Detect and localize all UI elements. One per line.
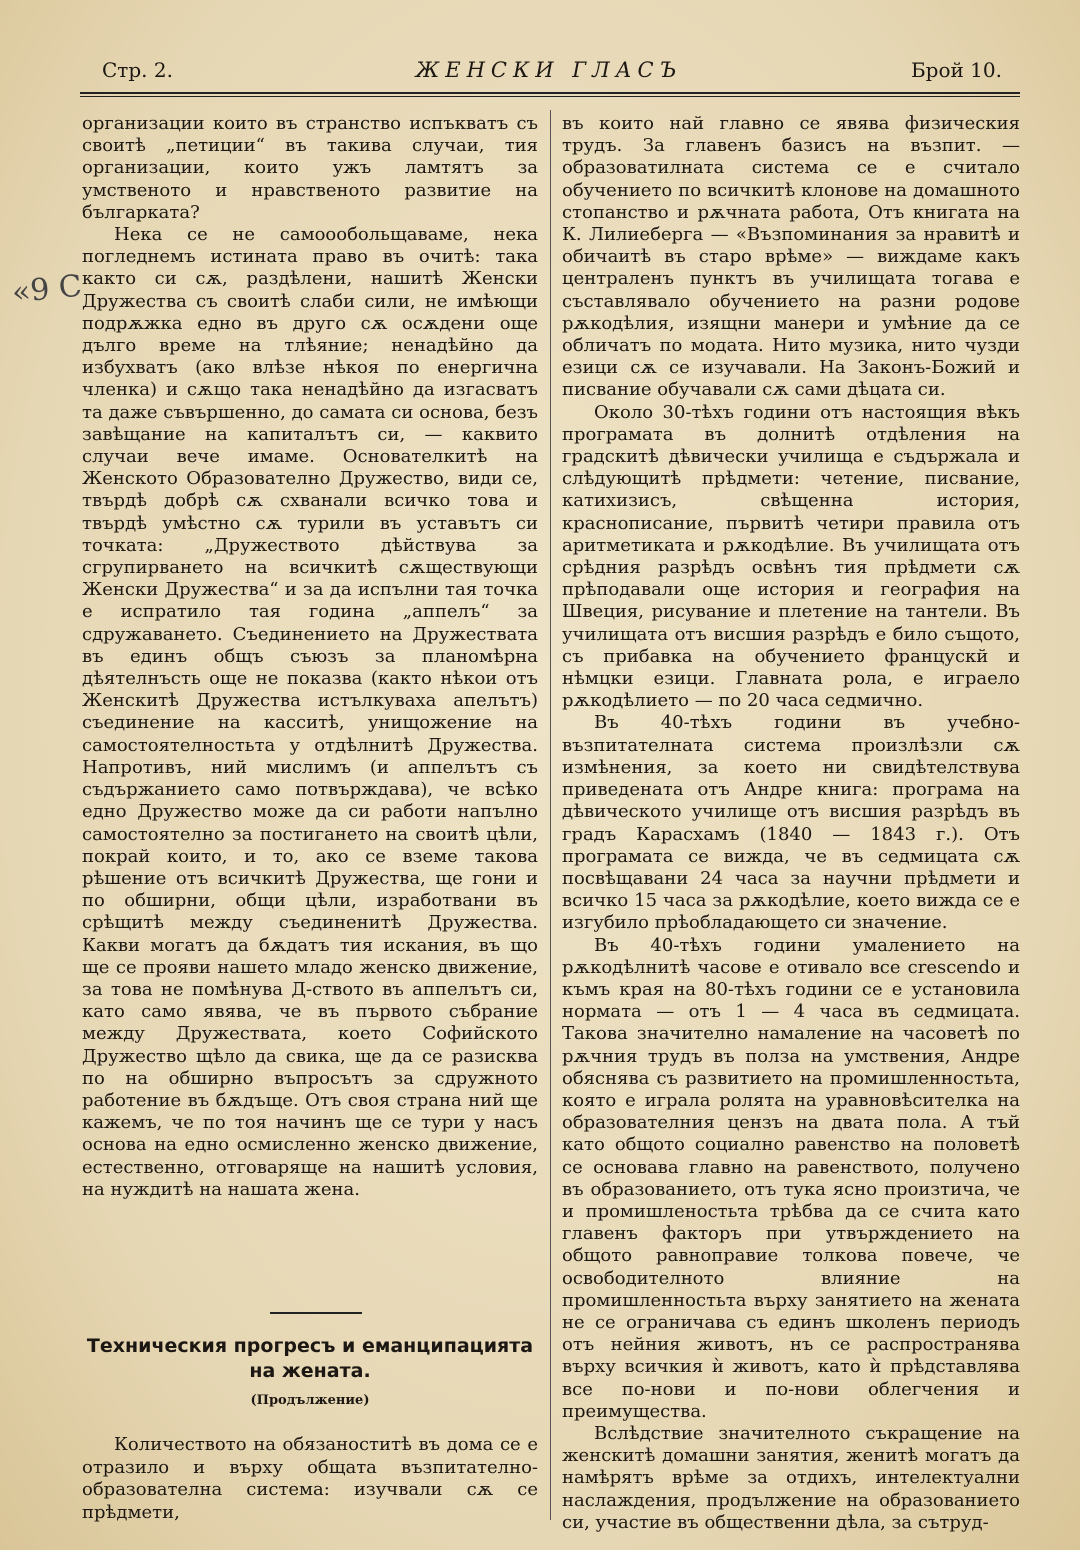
article-separator [270, 1312, 362, 1314]
right-paragraph-3: Въ 40-тѣхъ години въ учебно-възпитателната система произлѣзли сѫ измѣнения, за което ни свидѣтелствува приведената отъ Андре книга: програма на дѣвическото училище отъ висшия разрѣдъ въ градъ Карасхамъ (1840 — 1843 г.). Отъ програмата се вижда, че въ седмицата сѫ посвѣщавани 24 часа за научни прѣдмети и всичко 15 часа за рѫкодѣлие, което вижда се е изгубило прѣобладающето си значение. [562, 712, 1020, 934]
page-number: Стр. 2. [102, 58, 173, 82]
issue-number: Брой 10. [910, 58, 1002, 82]
left-paragraph-2: Нека се не самоообольщаваме, нека погледнемъ истината право въ очитѣ: така както си сѫ, раздѣлени, нашитѣ Женски Дружества съ своитѣ слаби сили, не имѣющи подрѫжка едно въ друго сѫ осѫдени още дълго време на тлѣяние; ненадѣйно да избухватъ (ако влѣзе нѣкоя по енергична членка) и сѫщо така ненадѣйно да изгасватъ та даже съвършенно, до самата си основа, безъ завѣщание на капиталътъ си, — каквито случаи вече имаме. Основателкитѣ на Женското Образователно Дружество, види се, твърдѣ добрѣ сѫ схванали всичко това и твърдѣ умѣстно сѫ турили въ уставътъ си точката: „Дружеството дѣйствува за сгрупирването на всичкитѣ сѫществующи Женски Дружества“ и за да испълни тая точка е испратило тая година „аппелъ“ за сдружаването. Съединението на Дружествата въ единъ общъ съюзъ за планомѣрна дѣятелнъсть още не показва (както нѣкои отъ Женскитѣ Дружества истълкуваха апелътъ) съединение на касситѣ, унищожение на самостоятелностьта у отдѣлнитѣ Дружества. Напротивъ, ний мислимъ (и аппелътъ съ съдържанието само потвърждава), че всѣко едно Дружество може да си работи напълно самостоятелно за постигането на своитѣ цѣли, покрай които, и то, ако се вземе такова рѣшение отъ всичкитѣ Дружества, ще гони и по обширни, общи цѣли, изработвани въ срѣщитѣ между съединенитѣ Дружества. Какви могатъ да бѫдатъ тия искания, въ що ще се прояви нашето младо женско движение, за това не помѣнува Д-ството въ аппелътъ си, като само явява, че въ първото събрание между Дружествата, което Софийското Дружество щѣло да свика, ще да се разисква по на обширно въпросътъ за сдружното работение въ бѫдъще. Отъ своя страна ний ще кажемъ, че по тоя начинъ ще се тури у насъ основа на едно осмисленно женско движение, естественно, отговаряще на нашитѣ условия, на нуждитѣ на нашата жена. [82, 224, 538, 1200]
newspaper-title: ЖЕНСКИ ГЛАСЪ [415, 58, 683, 82]
header-rule [80, 92, 1020, 97]
article-body [82, 1434, 538, 1524]
article-paragraph-1: Количеството на обязаноститѣ въ дома се е отразило и върху общата възпитателно-образователна система: изучвали сѫ се прѣдмети, [82, 1434, 538, 1523]
article-title: Техническия прогресъ и еманципацията на жената. [86, 1335, 534, 1382]
page-header [80, 58, 1018, 88]
right-paragraph-1: въ които най главно се явява физическия трудъ. За главенъ базисъ на възпит. — образоватилната система се е считало обучението по всичкитѣ клонове на домашното стопанство и рѫчната работа, Отъ книгата на К. Лилиеберга — «Възпоминания за нравитѣ и обичаитѣ въ старо врѣме» — виждаме какъ централенъ пунктъ въ училищата тогава е съставлявало обучението на разни родове рѫкодѣлия, изящни манери и умѣние да се обличатъ по модата. Нито музика, нито чузди езици сѫ се изучавали. На Законъ-Божий и писвание обучавали сѫ сами дѣцата си. [562, 113, 1020, 401]
right-paragraph-5: Вслѣдствие значителното съкращение на женскитѣ домашни занятия, женитѣ могатъ да намѣрятъ врѣме за отдихъ, интелектуални наслаждения, продължение на образованието си, участие въ общественни дѣла, за сътруд- [562, 1422, 1020, 1533]
right-paragraph-4: Въ 40-тѣхъ години умалението на рѫкодѣлнитѣ часове е отивало все crescendo и къмъ края на 80-тѣхъ години се е установила нормата — отъ 1 — 4 часа въ седмицата. Такова значително намаление на часоветѣ по рѫчния трудъ въ полза на умствения, Андре обяснява съ развитието на промишленностьта, която е играла ролята на уравновѣситeлка на образователния цензъ на двата пола. А тъй като общото социално равенство на половетѣ се основава главно на равенството, получено въ образованието, отъ тука ясно произтича, че и промишленостьта трѣбва да се счита като главенъ факторъ при утвърждението на общото равноправие толкова повече, че освободителното влияние на промишленностьта върху занятието на жената не се ограничава съ единъ школенъ периодъ отъ нейния животъ, нъ се распространява върху всичкия ѝ животъ, като ѝ прѣдставлява все по-нови и по-нови облегчения и преимущества. [562, 934, 1020, 1422]
right-column [562, 113, 1020, 1534]
right-paragraph-2: Около 30-тѣхъ години отъ настоящия вѣкъ програмата въ долнитѣ отдѣления на градскитѣ дѣвически училища е съдържала и слѣдующитѣ прѣдмети: четение, писвание, катихизисъ, свѣщенна история, краснописание, първитѣ четири правила отъ аритметиката и рѫкодѣлие. Въ училищата отъ срѣдния разрѣдъ освѣнъ тия прѣдмети сѫ прѣподавали още история и география на Швеция, рисувание и плетение на тантели. Въ училищата отъ висшия разрѣдъ е било същото, съ прибавка на обучението францускй и нѣмцки езици. Главната рола, е играело рѫкодѣлието — по 20 часа седмично. [562, 401, 1020, 712]
article-subtitle: (Продължение) [250, 1393, 370, 1408]
margin-ink-mark: «9 С [10, 268, 84, 311]
left-column [82, 113, 538, 1201]
column-divider [550, 110, 551, 1520]
left-paragraph-1: организации които въ странство испъкватъ съ своитѣ „петиции“ въ такива случаи, тия организации, които ужъ ламтятъ за умственото и нравственото развитие на българката? [82, 113, 538, 223]
